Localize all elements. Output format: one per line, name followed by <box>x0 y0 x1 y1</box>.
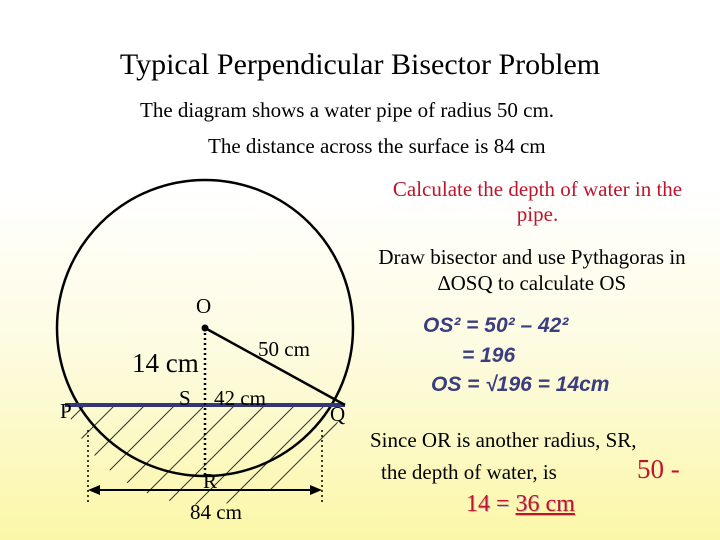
label-r: R <box>203 469 218 493</box>
working-eq-1: OS² = 50² – 42² <box>423 314 569 337</box>
answer-value-part-1: 50 - <box>637 454 680 484</box>
answer-expression: 14 = <box>466 491 516 517</box>
intro-line-1: The diagram shows a water pipe of radius 50 cm. <box>140 98 555 122</box>
answer-result: 36 cm <box>515 491 575 517</box>
arrowhead-left <box>88 485 100 495</box>
draw-bisector-instruction: Draw bisector and use Pythagoras in ∆OSQ to calculate OS <box>378 245 686 296</box>
working-eq-3: OS = √196 = 14cm <box>431 373 610 396</box>
centre-point <box>202 325 209 332</box>
arrowhead-right <box>310 485 322 495</box>
page-title: Typical Perpendicular Bisector Problem <box>119 48 601 81</box>
answer-line-1: Since OR is another radius, SR, <box>370 428 637 452</box>
label-os-length: 14 cm <box>132 348 199 378</box>
label-o: O <box>196 294 212 318</box>
label-s: S <box>179 386 191 410</box>
label-pq-length: 84 cm <box>190 500 242 524</box>
label-q: Q <box>330 402 346 426</box>
working-eq-2: = 196 <box>462 344 516 367</box>
intro-line-2: The distance across the surface is 84 cm <box>208 134 546 158</box>
label-sq-length: 42 cm <box>214 386 266 410</box>
answer-line-2: the depth of water, is <box>381 460 557 484</box>
calculate-prompt: Calculate the depth of water in the pipe. <box>392 177 683 227</box>
label-p: P <box>60 399 72 423</box>
label-oq-length: 50 cm <box>258 337 310 361</box>
answer-value-part-2 <box>466 491 575 518</box>
